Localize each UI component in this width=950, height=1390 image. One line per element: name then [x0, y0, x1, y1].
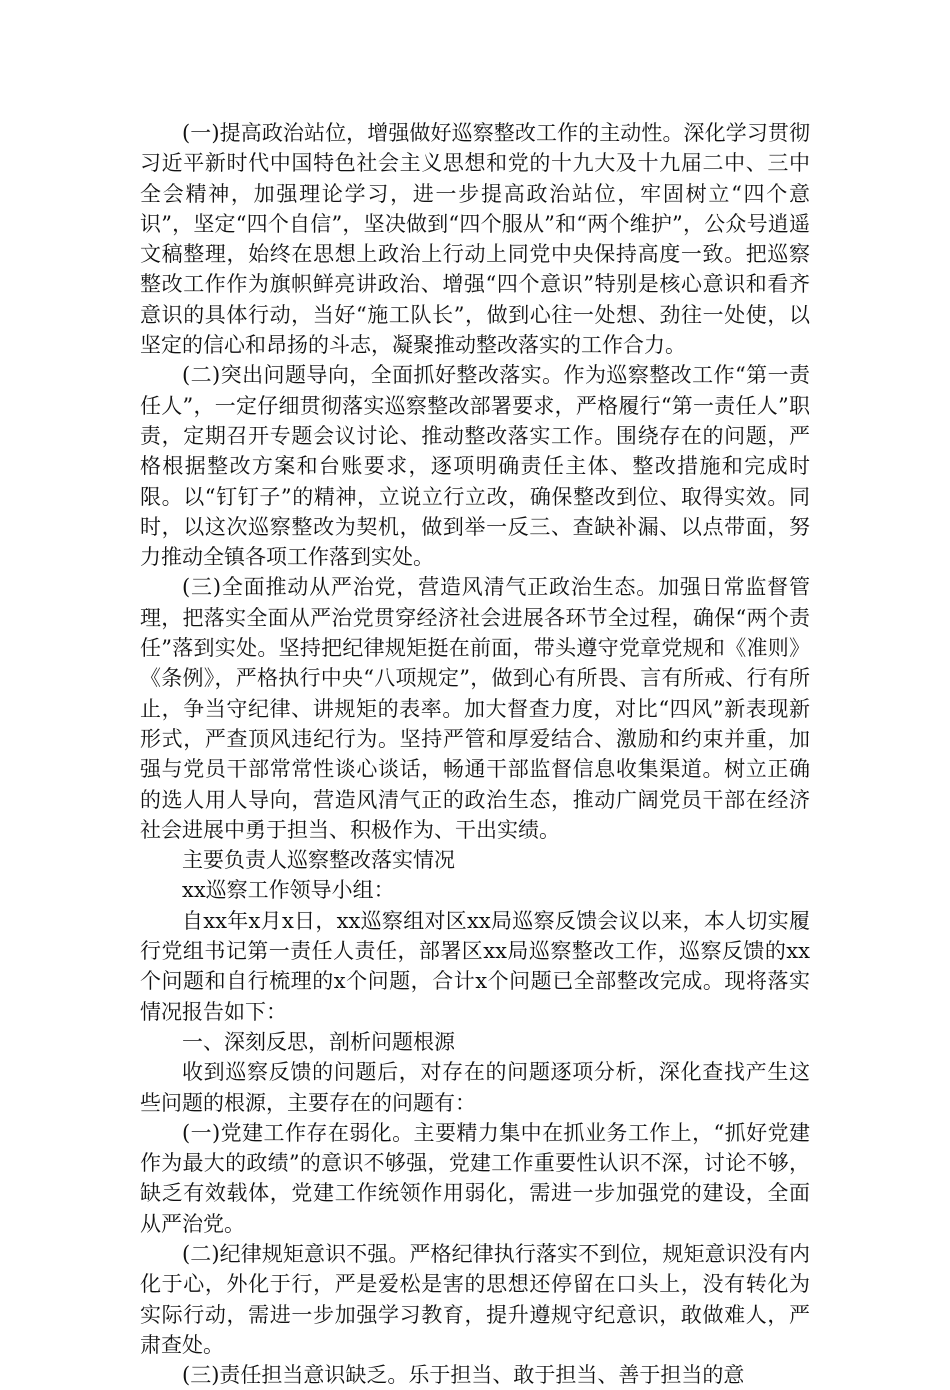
report-title: 主要负责人巡察整改落实情况 — [182, 848, 455, 873]
paragraph-responsibility-awareness: (三)责任担当意识缺乏。乐于担当、敢于担当、善于担当的意 — [182, 1363, 745, 1388]
report-addressee: xx巡察工作领导小组： — [182, 878, 395, 903]
paragraph-party-building-weakened: (一)党建工作存在弱化。主要精力集中在抓业务工作上，“抓好党建作为最大的政绩”的意识不够强，党建工作重要性认识不深，讨论不够，缺乏有效载体，党建工作统领作用弱化，需进一步加强党的建设，全面从严治党。 — [140, 1120, 810, 1236]
section-heading-reflection: 一、深刻反思，剖析问题根源 — [182, 1029, 455, 1054]
paragraph-report-intro: 自xx年x月x日，xx巡察组对区xx局巡察反馈会议以来，本人切实履行党组书记第一责任人责任，部署区xx局巡察整改工作，巡察反馈的xx个问题和自行梳理的x个问题，合计x个问题已全部整改完成。现将落实情况报告如下： — [140, 908, 810, 1024]
paragraph-problem-orientation: (二)突出问题导向，全面抓好整改落实。作为巡察整改工作“第一责任人”，一定仔细贯彻落实巡察整改部署要求，严格履行“第一责任人”职责，定期召开专题会议讨论、推动整改落实工作。围绕存在的问题，严格根据整改方案和台账要求，逐项明确责任主体、整改措施和完成时限。以“钉钉子”的精神，立说立行立改，确保整改到位、取得实效。同时，以这次巡察整改为契机，做到举一反三、查缺补漏、以点带面，努力推动全镇各项工作落到实处。 — [140, 363, 810, 570]
paragraph-discipline-awareness: (二)纪律规矩意识不强。严格纪律执行落实不到位，规矩意识没有内化于心，外化于行，严是爱松是害的思想还停留在口头上，没有转化为实际行动，需进一步加强学习教育，提升遵规守纪意识，敢做难人，严肃查处。 — [140, 1241, 810, 1357]
paragraph-strict-party-governance: (三)全面推动从严治党，营造风清气正政治生态。加强日常监督管理，把落实全面从严治党贯穿经济社会进展各环节全过程，确保“两个责任”落到实处。坚持把纪律规矩挺在前面，带头遵守党章党规和《准则》《条例》，严格执行中央“八项规定”，做到心有所畏、言有所戒、行有所止，争当守纪律、讲规矩的表率。加大督查力度，对比“四风”新表现新形式，严查顶风违纪行为。坚持严管和厚爱结合、激励和约束并重，加强与党员干部常常性谈心谈话，畅通干部监督信息收集渠道。树立正确的选人用人导向，营造风清气正的政治生态，推动广阔党员干部在经济社会进展中勇于担当、积极作为、干出实绩。 — [140, 575, 810, 842]
document-body — [140, 118, 810, 1390]
paragraph-problem-analysis: 收到巡察反馈的问题后，对存在的问题逐项分析，深化查找产生这些问题的根源，主要存在的问题有： — [140, 1060, 810, 1115]
paragraph-rectification-political-stance: (一)提高政治站位，增强做好巡察整改工作的主动性。深化学习贯彻习近平新时代中国特色社会主义思想和党的十九大及十九届二中、三中全会精神，加强理论学习，进一步提高政治站位，牢固树立“四个意识”，坚定“四个自信”，坚决做到“四个服从”和“两个维护”，公众号逍遥文稿整理，始终在思想上政治上行动上同党中央保持高度一致。把巡察整改工作作为旗帜鲜亮讲政治、增强“四个意识”特别是核心意识和看齐意识的具体行动，当好“施工队长”，做到心往一处想、劲往一处使，以坚定的信心和昂扬的斗志，凝聚推动整改落实的工作合力。 — [140, 121, 810, 358]
